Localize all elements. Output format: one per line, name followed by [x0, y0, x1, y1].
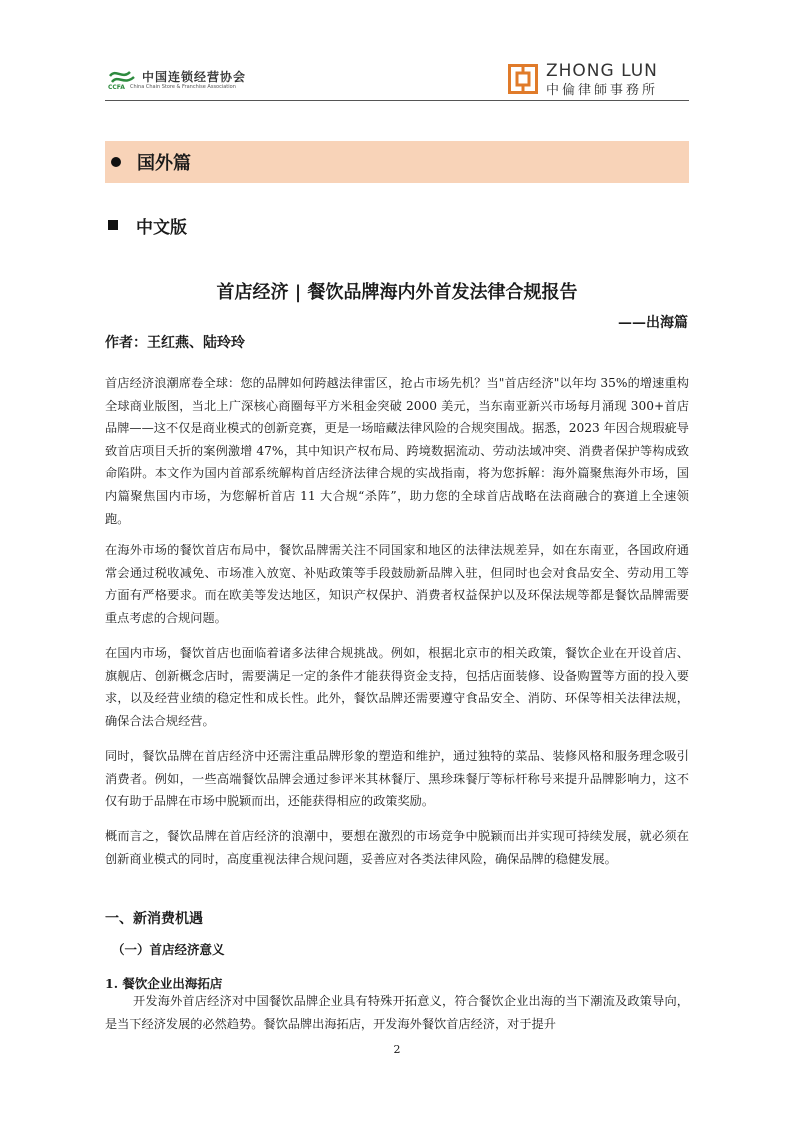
zhonglun-mark-icon — [508, 64, 538, 94]
section-band — [105, 141, 689, 183]
page-number: 2 — [393, 1043, 401, 1056]
paragraph-intro: 首店经济浪潮席卷全球：您的品牌如何跨越法律雷区，抢占市场先机？当"首店经济"以年均 35%的增速重构全球商业版图，当北上广深核心商圈每平方米租金突破 2000 美元，当东南亚新兴市场每月涌现 300+首店品牌——这不仅是商业模式的创新竞赛，更是一场暗藏法律风险的合规突围战。据悉，2023 年因合规瑕疵导致首店项目夭折的案例激增 47%，其中知识产权布局、跨境数据流动、劳动法域冲突、消费者保护等构成致命陷阱。本文作为国内首部系统解构首店经济法律合规的实战指南，将为您拆解：海外篇聚焦海外市场，国内篇聚焦国内市场，为您解析首店 11 大合规“杀阵”，助力您的全球首店战略在法商融合的赛道上全速领跑。 — [105, 376, 689, 526]
zhonglun-name-en: ZHONG LUN — [546, 61, 658, 81]
heading-level-3: 1. 餐饮企业出海拓店 — [105, 976, 223, 991]
header-rule — [105, 100, 689, 101]
section-band-title: 国外篇 — [137, 153, 191, 174]
paragraph-domestic: 在国内市场，餐饮首店也面临着诸多法律合规挑战。例如，根据北京市的相关政策，餐饮企业在开设首店、旗舰店、创新概念店时，需要满足一定的条件才能获得资金支持，包括店面装修、设备购置等方面的投入要求，以及经营业绩的稳定性和成长性。此外，餐饮品牌还需要遵守食品安全、消防、环保等相关法律法规，确保合法合规经营。 — [105, 646, 689, 728]
subsection-title: 中文版 — [136, 218, 187, 238]
report-subtitle: ——出海篇 — [618, 315, 688, 331]
paragraph-brand: 同时，餐饮品牌在首店经济中还需注重品牌形象的塑造和维护，通过独特的菜品、装修风格和服务理念吸引消费者。例如，一些高端餐饮品牌会通过参评米其林餐厅、黑珍珠餐厅等标杆称号来提升品牌影响力，这不仅有助于品牌在市场中脱颖而出，还能获得相应的政策奖励。 — [105, 749, 689, 809]
report-title: 首店经济 | 餐饮品牌海内外首发法律合规报告 — [216, 282, 578, 303]
ccfa-abbr: CCFA — [108, 84, 125, 91]
authors-line: 作者：王红燕、陆玲玲 — [105, 335, 245, 351]
zhonglun-name-cn: 中倫律師事務所 — [546, 83, 659, 98]
paragraph-overseas-expansion: 开发海外首店经济对中国餐饮品牌企业具有特殊开拓意义，符合餐饮企业出海的当下潮流及政策导向，是当下经济发展的必然趋势。餐饮品牌出海拓店，开发海外餐饮首店经济，对于提升 — [105, 994, 689, 1031]
square-bullet-icon — [108, 220, 118, 230]
zhonglun-logo-block — [508, 61, 688, 98]
ccfa-name-cn: 中国连锁经营协会 — [142, 70, 247, 84]
ccfa-logo-block — [108, 66, 268, 96]
heading-level-1: 一、新消费机遇 — [105, 911, 203, 927]
paragraph-summary: 概而言之，餐饮品牌在首店经济的浪潮中，要想在激烈的市场竞争中脱颖而出并实现可持续发展，就必须在创新商业模式的同时，高度重视法律合规问题，妥善应对各类法律风险，确保品牌的稳健发展。 — [105, 829, 689, 866]
heading-level-2: （一）首店经济意义 — [112, 942, 225, 957]
paragraph-overseas: 在海外市场的餐饮首店布局中，餐饮品牌需关注不同国家和地区的法律法规差异，如在东南亚，各国政府通常会通过税收减免、市场准入放宽、补贴政策等手段鼓励新品牌入驻，但同时也会对食品安全、劳动用工等方面有严格要求。而在欧美等发达地区，知识产权保护、消费者权益保护以及环保法规等都是餐饮品牌需要重点考虑的合规问题。 — [105, 543, 689, 625]
ccfa-name-en: China Chain Store & Franchise Association — [130, 84, 236, 90]
bullet-dot-icon — [111, 157, 121, 167]
